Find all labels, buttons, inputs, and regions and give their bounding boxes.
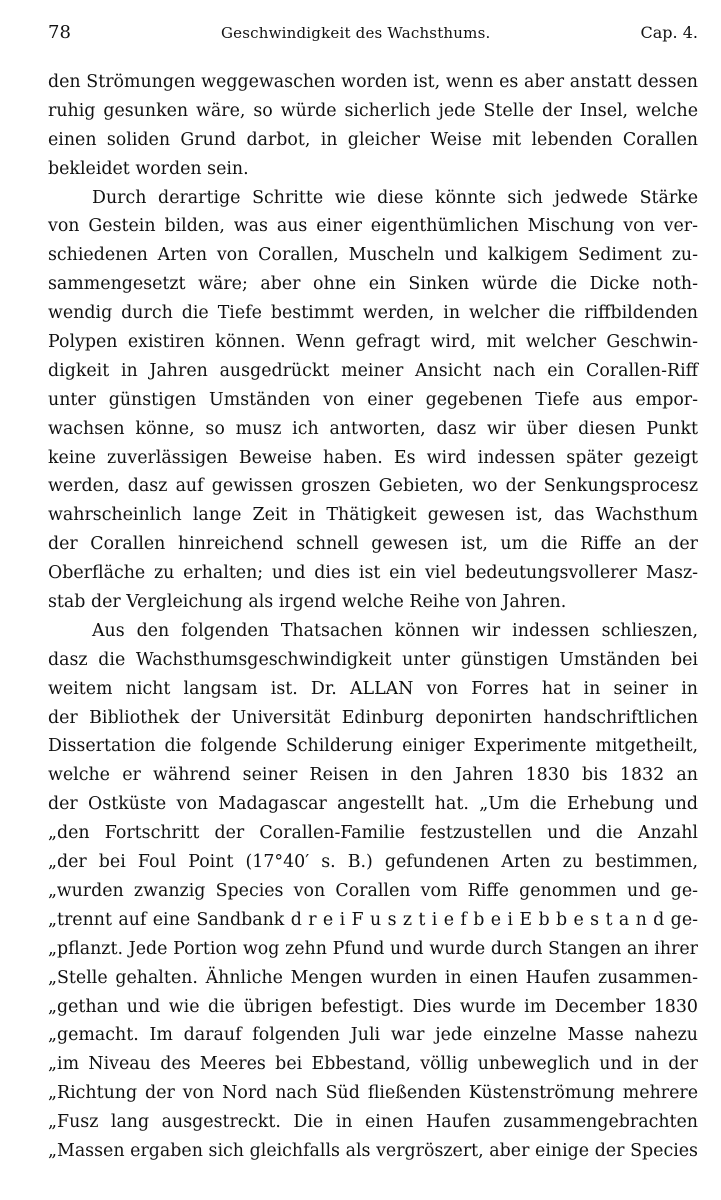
text-line: den Strömungen weggewaschen worden ist, wenn es aber anstatt dessen (48, 72, 698, 92)
text-line: von Gestein bilden, was aus einer eigenthümlichen Mischung von ver- (48, 216, 698, 237)
body-text (48, 68, 698, 1166)
text-line: „im Niveau des Meeres bei Ebbestand, völlig unbeweglich und in der (48, 1054, 698, 1075)
text-line: „Fusz lang ausgestreckt. Die in einen Haufen zusammengebrachten (48, 1112, 698, 1133)
page-number: 78 (48, 22, 71, 43)
text-line: wendig durch die Tiefe bestimmt werden, in welcher die riffbildenden (48, 303, 698, 324)
text-line: „trennt auf eine Sandbank d r e i F u s z t i e f b e i E b b e s t a n d ge- (48, 909, 698, 930)
text-line: bekleidet worden sein. (48, 158, 249, 179)
text-line: der Corallen hinreichend schnell gewesen ist, um die Riffe an der (48, 534, 698, 555)
text-line: unter günstigen Umständen von einer gegebenen Tiefe aus empor- (48, 389, 698, 410)
text-line: „der bei Foul Point (17°40′ s. B.) gefundenen Arten zu bestimmen, (48, 852, 698, 873)
text-line: keine zuverlässigen Beweise haben. Es wird indessen später gezeigt (48, 447, 698, 468)
text-line: „gethan und wie die übrigen befestigt. Dies wurde im December 1830 (48, 996, 698, 1017)
paragraph (48, 68, 698, 184)
text-line: „pflanzt. Jede Portion wog zehn Pfund und wurde durch Stangen an ihrer (48, 938, 698, 959)
text-line: der Bibliothek der Universität Edinburg deponirten handschriftlichen (48, 707, 698, 728)
text-line: Oberfläche zu erhalten; und dies ist ein viel bedeutungsvollerer Masz- (48, 563, 698, 584)
text-line: wahrscheinlich lange Zeit in Thätigkeit gewesen ist, das Wachsthum (48, 505, 698, 526)
text-line: wachsen könne, so musz ich antworten, dasz wir über diesen Punkt (48, 418, 698, 439)
text-line: welche er während seiner Reisen in den Jahren 1830 bis 1832 an (48, 765, 698, 786)
text-line: Durch derartige Schritte wie diese könnte sich jedwede Stärke (92, 187, 698, 208)
text-line: schiedenen Arten von Corallen, Muscheln und kalkigem Sediment zu- (48, 245, 698, 266)
text-line: „gemacht. Im darauf folgenden Juli war jede einzelne Masse nahezu (48, 1025, 698, 1046)
text-line: „Stelle gehalten. Ähnliche Mengen wurden in einen Haufen zusammen- (48, 967, 698, 988)
text-line: Dissertation die folgende Schilderung einiger Experimente mitgetheilt, (48, 736, 698, 757)
text-line: stab der Vergleichung als irgend welche Reihe von Jahren. (48, 592, 567, 613)
running-head (48, 22, 698, 68)
text-line: Aus den folgenden Thatsachen können wir indessen schlieszen, (92, 620, 698, 641)
text-line: Polypen existiren können. Wenn gefragt wird, mit welcher Geschwin- (48, 332, 698, 353)
text-line: einen soliden Grund darbot, in gleicher Weise mit lebenden Corallen (48, 129, 698, 150)
text-line: „Massen ergaben sich gleichfalls als vergröszert, aber einige der Species (48, 1140, 698, 1161)
text-line: werden, dasz auf gewissen groszen Gebieten, wo der Senkungsprocesz (48, 476, 698, 497)
chapter-label: Cap. 4. (640, 23, 698, 42)
text-line: digkeit in Jahren ausgedrückt meiner Ansicht nach ein Corallen-Riff (48, 360, 698, 381)
text-line: ruhig gesunken wäre, so würde sicherlich jede Stelle der Insel, welche (48, 100, 698, 121)
paragraph (48, 617, 698, 1166)
text-line: dasz die Wachsthumsgeschwindigkeit unter günstigen Umständen bei (48, 649, 698, 670)
book-page (48, 22, 698, 1166)
paragraph (48, 184, 698, 617)
text-line: weitem nicht langsam ist. Dr. ALLAN von Forres hat in seiner in (48, 678, 698, 699)
text-line: „Richtung der von Nord nach Süd fließenden Küstenströmung mehrere (48, 1083, 698, 1104)
text-line: der Ostküste von Madagascar angestellt hat. „Um die Erhebung und (48, 794, 698, 815)
text-line: „wurden zwanzig Species von Corallen vom Riffe genommen und ge- (48, 880, 698, 901)
text-line: „den Fortschritt der Corallen-Familie festzustellen und die Anzahl (48, 823, 698, 844)
text-line: sammengesetzt wäre; aber ohne ein Sinken würde die Dicke noth- (48, 274, 698, 295)
running-title: Geschwindigkeit des Wachsthums. (220, 24, 491, 42)
